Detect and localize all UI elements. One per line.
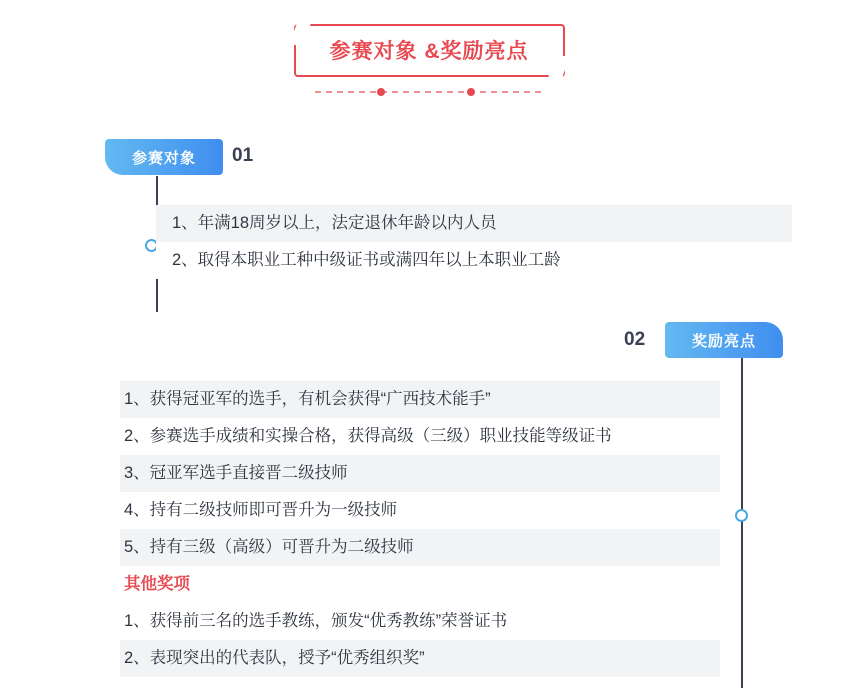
list-item: 2、取得本职业工种中级证书或满四年以上本职业工龄 xyxy=(156,242,792,279)
section-label-rewards xyxy=(665,322,783,358)
title-underline-decoration xyxy=(315,91,543,93)
subsection-heading-other-awards: 其他奖项 xyxy=(120,566,720,603)
timeline-node-right xyxy=(735,509,748,522)
decorative-dot-left xyxy=(377,88,385,96)
page-title: 参赛对象 &奖励亮点 xyxy=(329,40,529,63)
timeline-line-right xyxy=(741,356,743,688)
list-item: 1、获得冠亚军的选手，有机会获得“广西技术能手” xyxy=(120,381,720,418)
list-item: 1、年满18周岁以上，法定退休年龄以内人员 xyxy=(156,205,792,242)
section-label-participants xyxy=(105,139,223,175)
section-number-02: 02 xyxy=(624,329,646,350)
section-label-text: 奖励亮点 xyxy=(691,332,756,350)
decorative-dot-right xyxy=(467,88,475,96)
section-content-rewards xyxy=(120,381,720,677)
section-number-01: 01 xyxy=(232,145,254,166)
page-title-block xyxy=(0,24,858,93)
list-item: 1、获得前三名的选手教练，颁发“优秀教练”荣誉证书 xyxy=(120,603,720,640)
list-item: 2、参赛选手成绩和实操合格，获得高级（三级）职业技能等级证书 xyxy=(120,418,720,455)
list-item: 4、持有二级技师即可晋升为一级技师 xyxy=(120,492,720,529)
section-content-participants xyxy=(156,205,792,279)
list-item: 2、表现突出的代表队，授予“优秀组织奖” xyxy=(120,640,720,677)
list-item: 3、冠亚军选手直接晋二级技师 xyxy=(120,455,720,492)
title-box xyxy=(294,24,565,77)
section-label-text: 参赛对象 xyxy=(131,149,196,167)
list-item: 5、持有三级（高级）可晋升为二级技师 xyxy=(120,529,720,566)
